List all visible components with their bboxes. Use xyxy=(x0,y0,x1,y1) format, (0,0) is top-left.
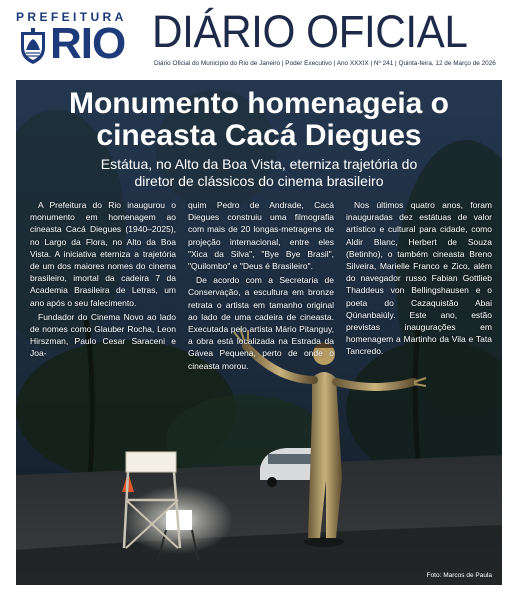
article-paragraph: De acordo com a Secretaria de Conservação, a escultura em bronze retrata o artista em tamanho original ao lado de uma cadeira de cineasta. Executada pelo artista Mário Pitanguy, a obra está localizada na Estrada da Gávea Pequena, perto de onde o cineasta morou. xyxy=(188,275,334,371)
newspaper-title: DIÁRIO OFICIAL xyxy=(152,6,468,57)
article-paragraph: quim Pedro de Andrade, Cacá Diegues construiu uma filmografia com mais de 20 longas-metragens de projeção internacional, entre eles "Xica da Silva", "Bye Bye Brasil", "Quilombo" e "Deus é Brasileiro". xyxy=(188,200,334,272)
photo-credit: Foto: Marcos de Paula xyxy=(426,572,492,579)
article-paragraph: Nos últimos quatro anos, foram inauguradas dez estátuas de valor artístico e cultural para cidade, como Aldir Blanc, Herbert de Souza (Betinho), o também cineasta Breno Silveira, Marielle Franco e Zico, além do navegador russo Fabian Gottlieb Thaddeus von Bellingshausen e o poeta do Cazaquistão Abai Qúnanbaiúly. Este ano, estão previstas inaugurações em homenagem a Martinho da Vila e Tata Tancredo. xyxy=(346,200,492,357)
logo-rio-text: RIO xyxy=(50,19,126,68)
prefeitura-rio-logo xyxy=(16,10,144,70)
masthead xyxy=(0,0,518,80)
article-paragraph: Fundador do Cinema Novo ao lado de nomes como Glauber Rocha, Leon Hirszman, Paulo Cesar Saraceni e Joa- xyxy=(30,311,176,359)
footer-strip xyxy=(0,585,518,597)
logo-prefeitura-text: PREFEITURA xyxy=(16,10,127,24)
feature-photo-article xyxy=(16,80,502,585)
subhead-line-1: Estátua, no Alto da Boa Vista, eterniza trajetória do xyxy=(100,156,418,172)
headline-line-2: cineasta Cacá Diegues xyxy=(96,119,422,152)
edition-info: Diário Oficial do Município do Rio de Janeiro | Poder Executivo | Ano XXXIX | Nº 241 | Quinta-feira, 12 de Março de 2026 xyxy=(154,60,496,67)
article-column-3 xyxy=(346,199,492,360)
article-subheadline xyxy=(36,156,482,190)
article-column-1 xyxy=(30,199,176,362)
article-column-2 xyxy=(188,199,334,374)
article-paragraph: A Prefeitura do Rio inaugurou o monumento em homenagem ao cineasta Cacá Diegues (1940–2025), no Largo da Flora, no Alto da Boa Vista. A iniciativa eterniza a trajetória de um dos maiores nomes do cinema brasileiro, imortal da cadeira 7 da Academia Brasileira de Letras, um ano após o seu falecimento. xyxy=(30,200,176,308)
article-headline xyxy=(16,88,502,152)
city-coat-of-arms-icon xyxy=(18,26,48,66)
subhead-line-2: diretor de clássicos do cinema brasileiro xyxy=(134,173,384,189)
headline-line-1: Monumento homenageia o xyxy=(68,87,449,120)
